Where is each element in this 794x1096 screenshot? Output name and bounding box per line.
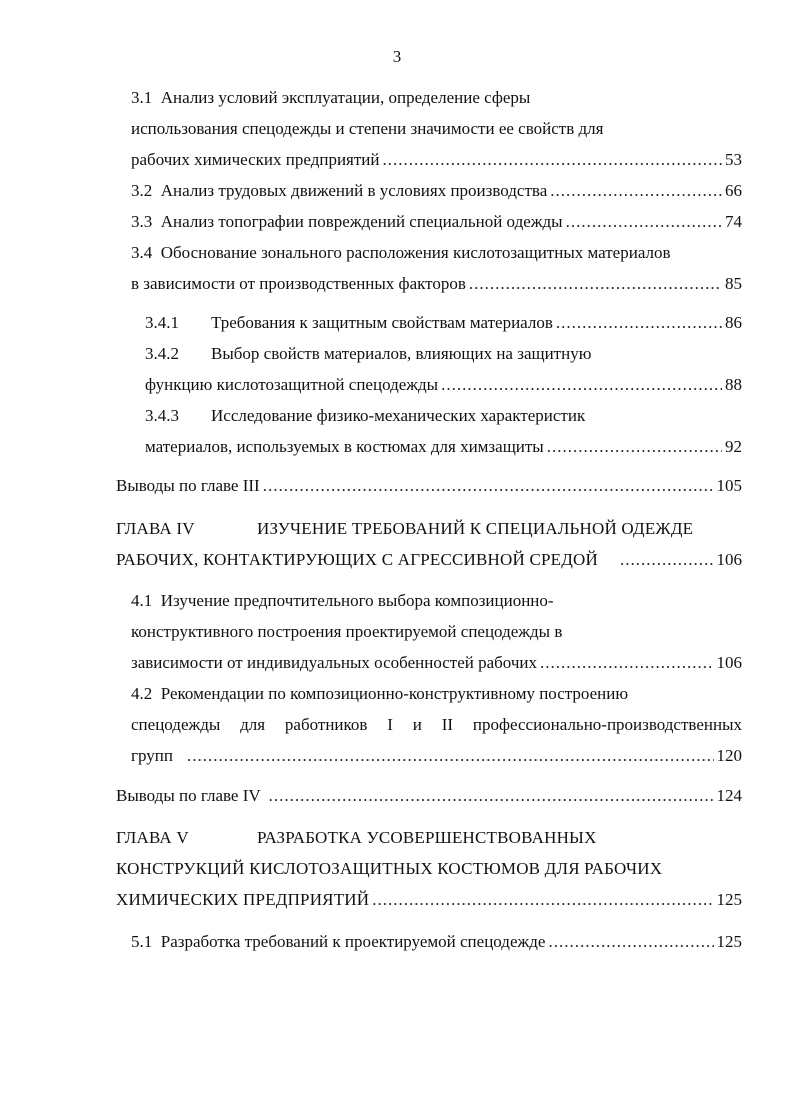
toc-5-1-number: 5.1 bbox=[131, 932, 153, 951]
toc-conclusions-4-page: 124 bbox=[716, 786, 742, 805]
toc-4-2-page: 120 bbox=[716, 746, 742, 765]
toc-entry-3-4[interactable] bbox=[131, 274, 742, 294]
toc-3-4-3-page: 92 bbox=[725, 437, 742, 456]
toc-3-1-title-line1: Анализ условий эксплуатации, определение сферы bbox=[160, 88, 531, 107]
chapter-5-title-line3: ХИМИЧЕСКИХ ПРЕДПРИЯТИЙ bbox=[116, 890, 370, 909]
toc-4-2-line1 bbox=[131, 684, 628, 704]
toc-4-1-line1 bbox=[131, 591, 554, 611]
toc-3-1-line1 bbox=[131, 88, 530, 108]
toc-3-4-3-title-line1: Исследование физико-механических характеристик bbox=[211, 406, 586, 425]
toc-3-4-number: 3.4 bbox=[131, 243, 153, 262]
chapter-4-title-line1: ИЗУЧЕНИЕ ТРЕБОВАНИЙ К СПЕЦИАЛЬНОЙ ОДЕЖДЕ bbox=[257, 519, 694, 538]
page-number: 3 bbox=[392, 47, 402, 66]
toc-entry-chapter-4[interactable] bbox=[116, 550, 742, 570]
toc-3-4-1-number: 3.4.1 bbox=[145, 313, 179, 332]
toc-3-4-title-line2: в зависимости от производственных факторов bbox=[131, 274, 466, 293]
toc-4-1-title-line2: конструктивного построения проектируемой спецодежды в bbox=[131, 622, 563, 641]
toc-3-2-number: 3.2 bbox=[131, 181, 153, 200]
toc-entry-4-1[interactable] bbox=[131, 653, 742, 673]
toc-3-3-number: 3.3 bbox=[131, 212, 153, 231]
toc-entry-3-2[interactable] bbox=[131, 181, 742, 201]
toc-3-4-2-line1 bbox=[145, 344, 591, 364]
chapter-5-label: ГЛАВА V bbox=[116, 828, 189, 847]
chapter-5-title-line1: РАЗРАБОТКА УСОВЕРШЕНСТВОВАННЫХ bbox=[257, 828, 597, 847]
leader-dots bbox=[372, 890, 713, 910]
toc-entry-5-1[interactable] bbox=[131, 932, 742, 952]
chapter-5-page: 125 bbox=[716, 890, 742, 909]
chapter-4-title-line2: РАБОЧИХ, КОНТАКТИРУЮЩИХ С АГРЕССИВНОЙ СРЕДОЙ bbox=[116, 550, 598, 569]
leader-dots bbox=[441, 375, 722, 395]
toc-entry-chapter-5[interactable] bbox=[116, 890, 742, 910]
toc-3-4-1-page: 86 bbox=[725, 313, 742, 332]
toc-entry-3-4-3[interactable] bbox=[145, 437, 742, 457]
toc-4-2-title-line2: спецодежды для работников I и II профессионально-производственных bbox=[131, 715, 742, 734]
toc-3-4-2-title-line2: функцию кислотозащитной спецодежды bbox=[145, 375, 439, 394]
toc-entry-3-4-2[interactable] bbox=[145, 375, 742, 395]
toc-3-4-page: 85 bbox=[725, 274, 742, 293]
leader-dots bbox=[263, 476, 714, 496]
leader-dots bbox=[556, 313, 722, 333]
toc-3-3-title: Анализ топографии повреждений специальной одежды bbox=[160, 212, 563, 231]
chapter-5-title-line2: КОНСТРУКЦИЙ КИСЛОТОЗАЩИТНЫХ КОСТЮМОВ ДЛЯ РАБОЧИХ bbox=[116, 859, 663, 878]
toc-3-2-title: Анализ трудовых движений в условиях производства bbox=[160, 181, 548, 200]
toc-3-4-line1 bbox=[131, 243, 671, 263]
leader-dots bbox=[566, 212, 722, 232]
leader-dots bbox=[187, 746, 714, 766]
leader-dots bbox=[540, 653, 713, 673]
toc-3-4-3-title-line2: материалов, используемых в костюмах для химзащиты bbox=[145, 437, 544, 456]
chapter-4-page: 106 bbox=[716, 550, 742, 569]
toc-4-2-title-line3: групп bbox=[131, 746, 173, 765]
toc-3-3-page: 74 bbox=[725, 212, 742, 231]
toc-3-1-title-line2: использования спецодежды и степени значимости ее свойств для bbox=[131, 119, 604, 138]
toc-5-1-page: 125 bbox=[716, 932, 742, 951]
toc-4-2-title-line1: Рекомендации по композиционно-конструктивному построению bbox=[160, 684, 629, 703]
toc-3-4-title-line1: Обоснование зонального расположения кислотозащитных материалов bbox=[160, 243, 671, 262]
toc-entry-conclusions-3[interactable] bbox=[116, 476, 742, 496]
toc-conclusions-3-title: Выводы по главе III bbox=[116, 476, 260, 495]
leader-dots bbox=[620, 550, 714, 570]
toc-3-4-3-number: 3.4.3 bbox=[145, 406, 179, 425]
toc-4-1-title-line1: Изучение предпочтительного выбора композиционно- bbox=[160, 591, 554, 610]
toc-3-1-page: 53 bbox=[725, 150, 742, 169]
toc-4-1-title-line3: зависимости от индивидуальных особенностей рабочих bbox=[131, 653, 538, 672]
toc-4-1-page: 106 bbox=[716, 653, 742, 672]
leader-dots bbox=[382, 150, 722, 170]
toc-3-4-2-title-line1: Выбор свойств материалов, влияющих на защитную bbox=[211, 344, 592, 363]
toc-3-4-3-line1 bbox=[145, 406, 585, 426]
toc-4-1-number: 4.1 bbox=[131, 591, 153, 610]
toc-entry-3-4-1[interactable] bbox=[145, 313, 742, 333]
toc-3-1-title-line3: рабочих химических предприятий bbox=[131, 150, 380, 169]
toc-entry-3-3[interactable] bbox=[131, 212, 742, 232]
toc-3-2-page: 66 bbox=[725, 181, 742, 200]
leader-dots bbox=[550, 181, 722, 201]
toc-4-2-number: 4.2 bbox=[131, 684, 153, 703]
toc-3-4-1-title: Требования к защитным свойствам материалов bbox=[211, 313, 553, 332]
toc-conclusions-4-title: Выводы по главе IV bbox=[116, 786, 261, 805]
toc-entry-3-1[interactable] bbox=[131, 150, 742, 170]
toc-3-1-number: 3.1 bbox=[131, 88, 153, 107]
toc-5-1-title: Разработка требований к проектируемой спецодежде bbox=[160, 932, 546, 951]
toc-3-4-2-number: 3.4.2 bbox=[145, 344, 179, 363]
leader-dots bbox=[547, 437, 722, 457]
leader-dots bbox=[269, 786, 714, 806]
toc-entry-4-2[interactable] bbox=[131, 746, 742, 766]
toc-conclusions-3-page: 105 bbox=[716, 476, 742, 495]
leader-dots bbox=[548, 932, 713, 952]
leader-dots bbox=[469, 274, 722, 294]
chapter-4-label: ГЛАВА IV bbox=[116, 519, 195, 538]
toc-entry-conclusions-4[interactable] bbox=[116, 786, 742, 806]
toc-3-4-2-page: 88 bbox=[725, 375, 742, 394]
